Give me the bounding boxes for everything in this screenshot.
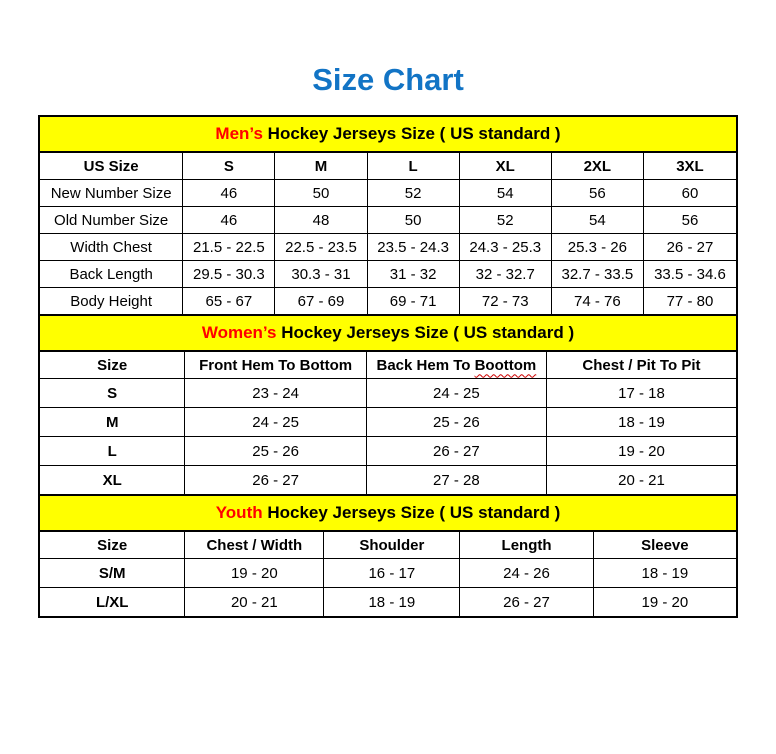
column-header: Length: [460, 531, 593, 559]
column-header: L: [367, 152, 459, 180]
table-row: [39, 466, 737, 496]
table-row: [39, 288, 737, 316]
table-row: [39, 234, 737, 261]
size-value-cell: 20 - 21: [546, 466, 737, 496]
header-row-womens: [39, 351, 737, 379]
table-row: [39, 559, 737, 588]
size-value-cell: 67 - 69: [275, 288, 367, 316]
size-value-cell: 18 - 19: [324, 588, 460, 618]
column-header: Front Hem To Bottom: [185, 351, 366, 379]
size-value-cell: 18 - 19: [546, 408, 737, 437]
table-row: [39, 261, 737, 288]
size-value-cell: 46: [183, 207, 275, 234]
size-value-cell: 27 - 28: [366, 466, 546, 496]
column-header: Size: [39, 531, 185, 559]
size-value-cell: 19 - 20: [546, 437, 737, 466]
size-chart-page: [0, 62, 776, 618]
size-value-cell: 24.3 - 25.3: [459, 234, 551, 261]
size-value-cell: 33.5 - 34.6: [643, 261, 737, 288]
banner-highlight-womens: Women’s: [201, 323, 277, 342]
size-value-cell: 77 - 80: [643, 288, 737, 316]
size-value-cell: 19 - 20: [593, 588, 737, 618]
row-label: Width Chest: [39, 234, 183, 261]
header-row-mens: [39, 152, 737, 180]
size-value-cell: 74 - 76: [551, 288, 643, 316]
size-value-cell: 54: [551, 207, 643, 234]
size-value-cell: 24 - 25: [185, 408, 366, 437]
column-header: 3XL: [643, 152, 737, 180]
column-header: [366, 351, 546, 379]
size-value-cell: 56: [551, 180, 643, 207]
column-header: Chest / Pit To Pit: [546, 351, 737, 379]
size-value-cell: 25 - 26: [185, 437, 366, 466]
column-header: US Size: [39, 152, 183, 180]
section-banner-youth: [38, 494, 738, 532]
column-header: Chest / Width: [185, 531, 324, 559]
section-banner-mens: [38, 115, 738, 153]
size-table-womens: [38, 350, 738, 496]
table-row: [39, 588, 737, 618]
size-value-cell: 50: [275, 180, 367, 207]
misspelled-word: Boottom: [474, 356, 537, 374]
size-value-cell: 16 - 17: [324, 559, 460, 588]
size-value-cell: 65 - 67: [183, 288, 275, 316]
banner-text-mens: Hockey Jerseys Size ( US standard ): [262, 124, 561, 143]
size-value-cell: 25 - 26: [366, 408, 546, 437]
row-label: M: [39, 408, 185, 437]
size-table-youth: [38, 530, 738, 618]
column-header: S: [183, 152, 275, 180]
size-value-cell: 23.5 - 24.3: [367, 234, 459, 261]
size-value-cell: 50: [367, 207, 459, 234]
size-value-cell: 26 - 27: [643, 234, 737, 261]
size-value-cell: 23 - 24: [185, 379, 366, 408]
header-row-youth: [39, 531, 737, 559]
column-header: Sleeve: [593, 531, 737, 559]
row-label: L: [39, 437, 185, 466]
size-value-cell: 18 - 19: [593, 559, 737, 588]
column-header: XL: [459, 152, 551, 180]
table-row: [39, 180, 737, 207]
row-label: Back Length: [39, 261, 183, 288]
size-value-cell: 24 - 25: [366, 379, 546, 408]
size-value-cell: 24 - 26: [460, 559, 593, 588]
size-value-cell: 21.5 - 22.5: [183, 234, 275, 261]
size-value-cell: 26 - 27: [185, 466, 366, 496]
banner-highlight-youth: Youth: [215, 503, 263, 522]
size-chart-tables: [38, 115, 738, 618]
size-value-cell: 22.5 - 23.5: [275, 234, 367, 261]
row-label: S/M: [39, 559, 185, 588]
page-title: Size Chart: [312, 62, 464, 97]
size-value-cell: 17 - 18: [546, 379, 737, 408]
section-banner-womens: [38, 314, 738, 352]
size-value-cell: 32.7 - 33.5: [551, 261, 643, 288]
row-label: New Number Size: [39, 180, 183, 207]
column-header: M: [275, 152, 367, 180]
size-value-cell: 60: [643, 180, 737, 207]
row-label: Old Number Size: [39, 207, 183, 234]
row-label: L/XL: [39, 588, 185, 618]
column-header: Shoulder: [324, 531, 460, 559]
row-label: S: [39, 379, 185, 408]
banner-text-youth: Hockey Jerseys Size ( US standard ): [262, 503, 561, 522]
size-value-cell: 48: [275, 207, 367, 234]
size-value-cell: 30.3 - 31: [275, 261, 367, 288]
banner-text-womens: Hockey Jerseys Size ( US standard ): [276, 323, 575, 342]
size-value-cell: 56: [643, 207, 737, 234]
size-value-cell: 19 - 20: [185, 559, 324, 588]
size-value-cell: 52: [459, 207, 551, 234]
size-value-cell: 20 - 21: [185, 588, 324, 618]
row-label: Body Height: [39, 288, 183, 316]
size-value-cell: 26 - 27: [460, 588, 593, 618]
size-value-cell: 26 - 27: [366, 437, 546, 466]
table-row: [39, 207, 737, 234]
size-value-cell: 52: [367, 180, 459, 207]
size-value-cell: 31 - 32: [367, 261, 459, 288]
size-value-cell: 54: [459, 180, 551, 207]
table-row: [39, 408, 737, 437]
column-header: 2XL: [551, 152, 643, 180]
size-value-cell: 46: [183, 180, 275, 207]
size-value-cell: 29.5 - 30.3: [183, 261, 275, 288]
column-header-text: Back Hem To: [376, 356, 475, 374]
size-value-cell: 25.3 - 26: [551, 234, 643, 261]
size-value-cell: 69 - 71: [367, 288, 459, 316]
size-table-mens: [38, 151, 738, 316]
size-value-cell: 72 - 73: [459, 288, 551, 316]
banner-highlight-mens: Men’s: [215, 124, 263, 143]
size-value-cell: 32 - 32.7: [459, 261, 551, 288]
row-label: XL: [39, 466, 185, 496]
column-header: Size: [39, 351, 185, 379]
table-row: [39, 379, 737, 408]
table-row: [39, 437, 737, 466]
